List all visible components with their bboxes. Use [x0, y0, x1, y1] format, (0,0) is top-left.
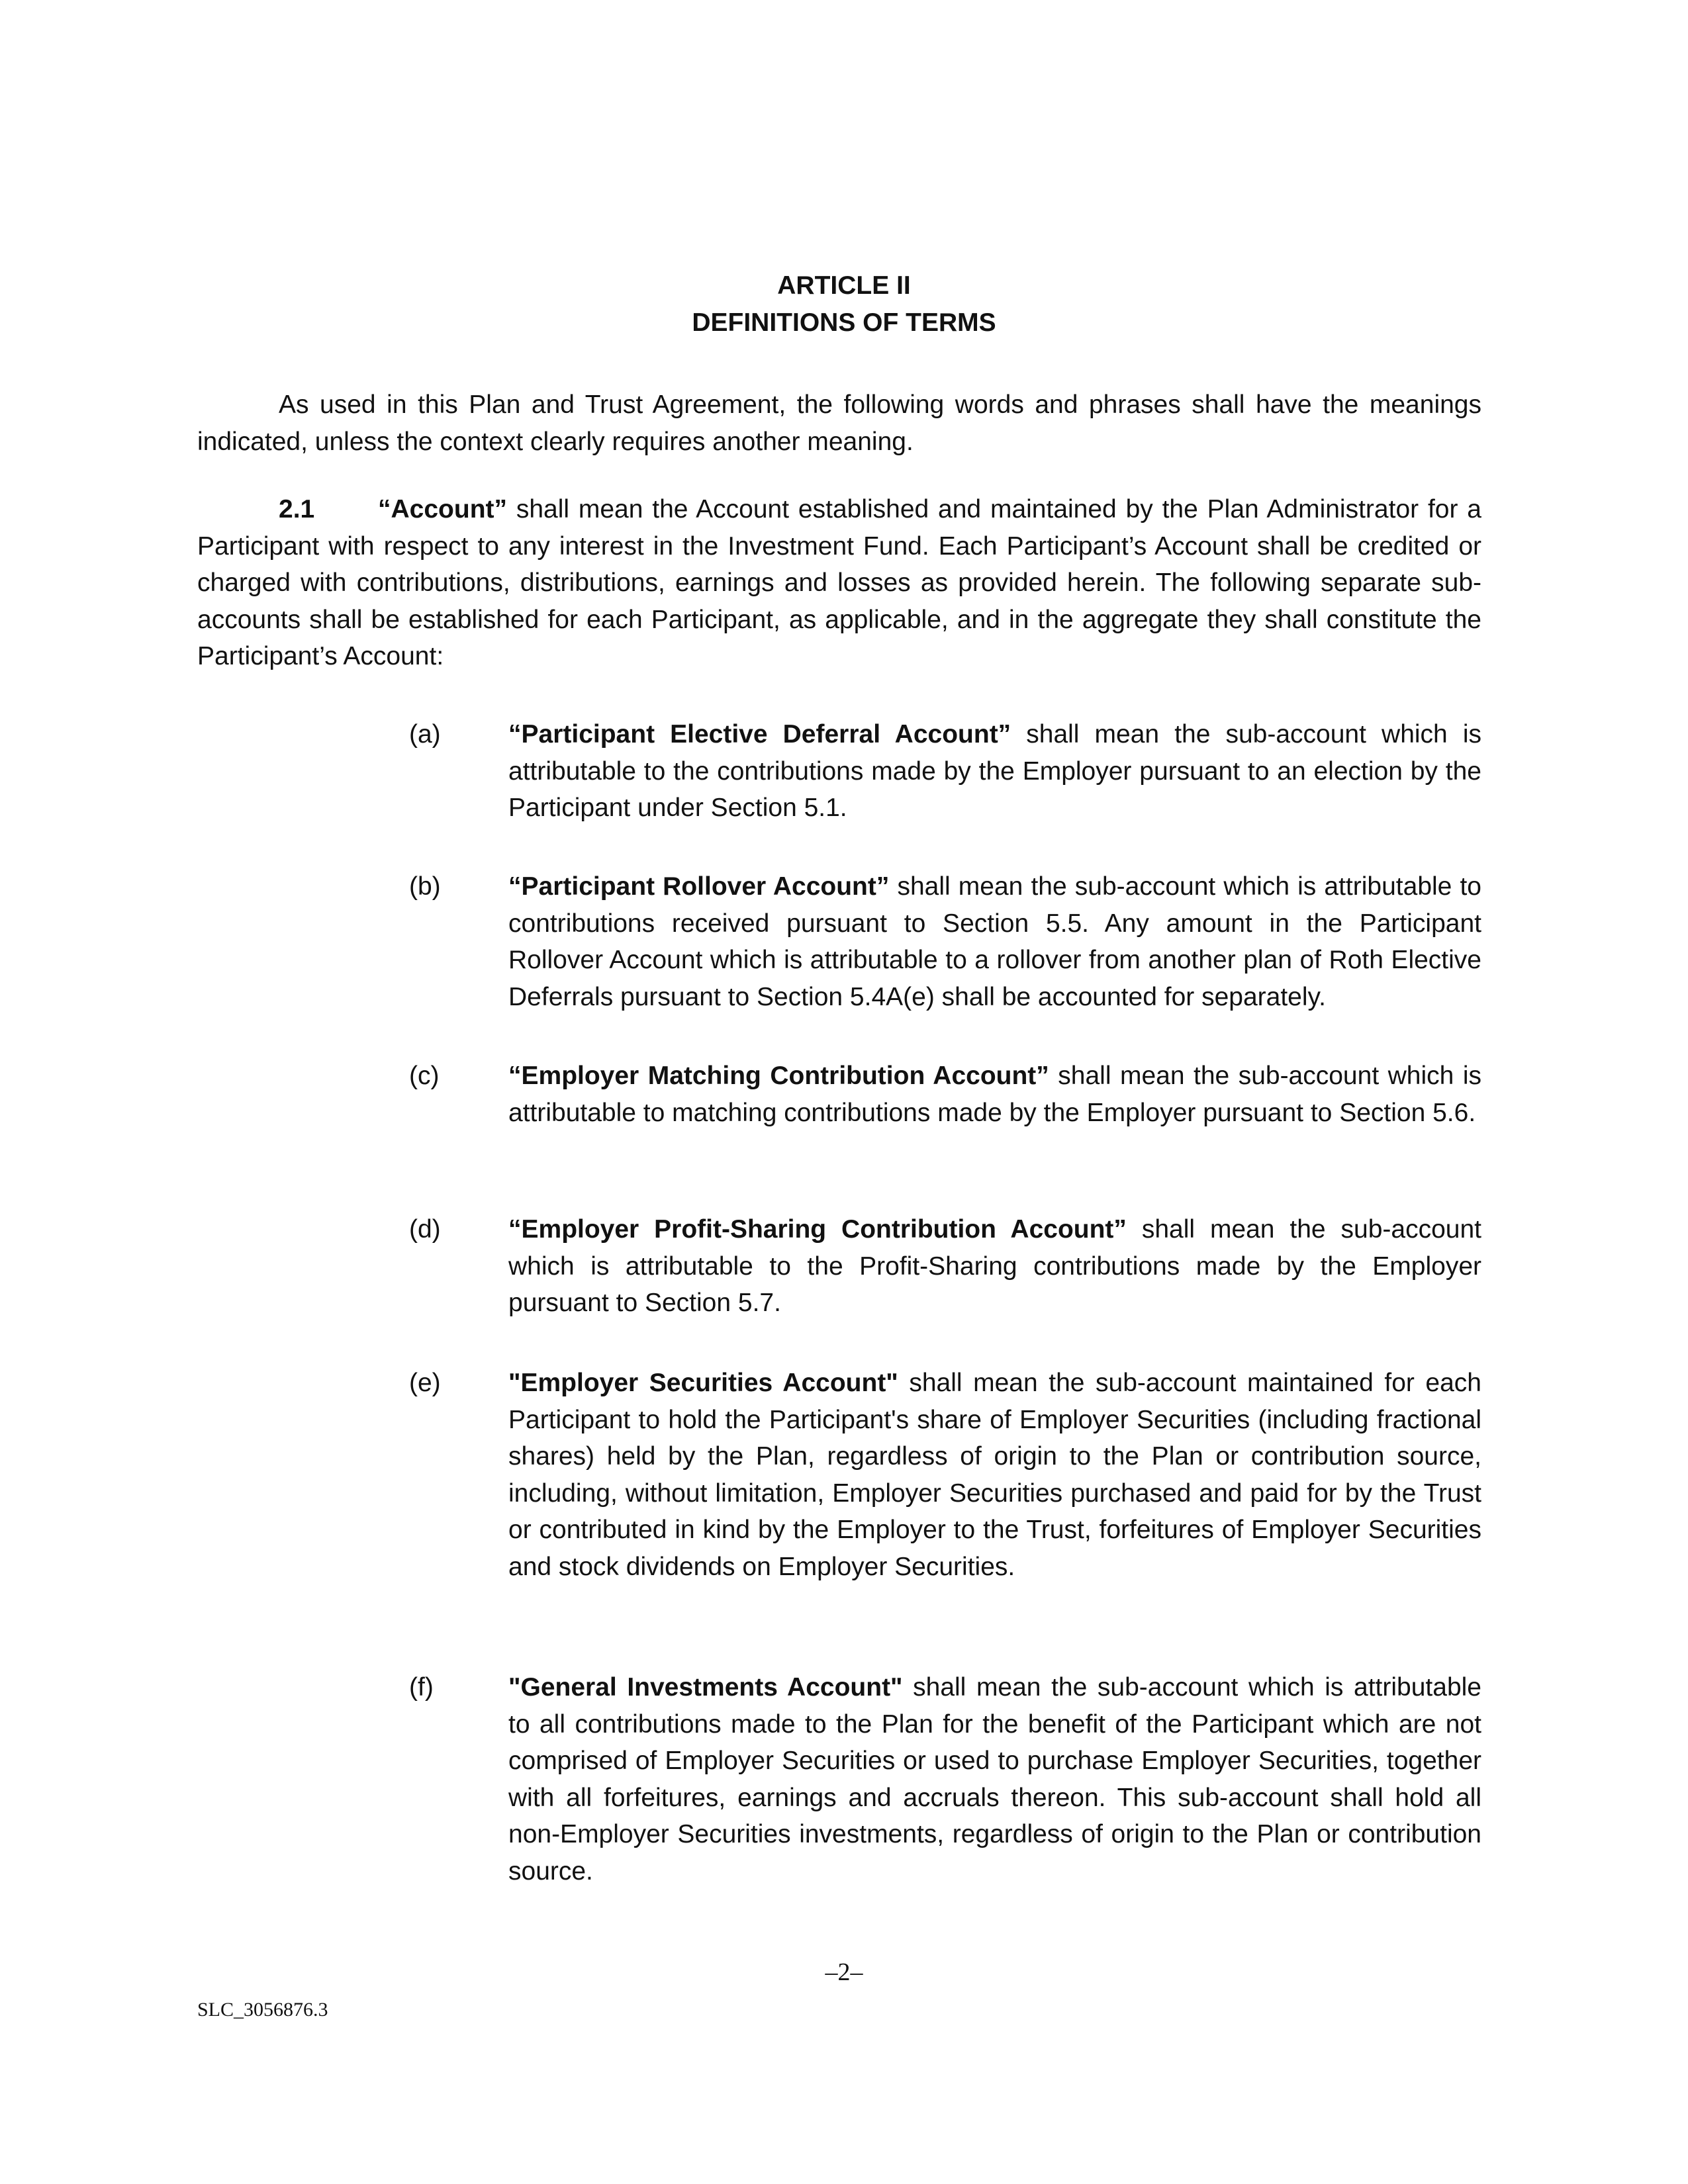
item-text: shall mean the sub-account maintained for each Participant to hold the Participant's share of Employer Securities (including fractional shares) held by the Plan, regardless of origin to the Plan or contribution source, including, without limitation, Employer Securities purchased and paid for by the Trust or contributed in kind by the Employer to the Trust, forfeitures of Employer Securities and stock dividends on Employer Securities. — [508, 1369, 1481, 1581]
item-body — [508, 1058, 1481, 1131]
section-2-1 — [197, 491, 1481, 675]
item-text: shall mean the sub-account which is attributable to contributions received pursuant to Section 5.5. Any amount in the Participant Rollover Account which is attributable to a rollover from another plan of Roth Elective Deferrals pursuant to Section 5.4A(e) shall be accounted for separately. — [508, 872, 1481, 1011]
document-id: SLC_3056876.3 — [197, 1999, 328, 2021]
item-term: "Employer Securities Account" — [508, 1369, 898, 1397]
item-text: shall mean the sub-account which is attributable to all contributions made to the Plan for the benefit of the Participant which are not comprised of Employer Securities or used to purchase Employer Securities, together with all forfeitures, earnings and accruals thereon. This sub-account shall hold all non-Employer Securities investments, regardless of origin to the Plan or contribution source. — [508, 1673, 1481, 1886]
article-number: ARTICLE II — [777, 271, 911, 300]
item-body — [508, 1669, 1481, 1889]
section-text: shall mean the Account established and maintained by the Plan Administrator for a Participant with respect to any interest in the Investment Fund. Each Participant’s Account shall be credited or charged with contributions, distributions, earnings and losses as provided herein. The following separate sub-accounts shall be established for each Participant, as applicable, and in the aggregate they shall constitute the Participant’s Account: — [197, 495, 1481, 670]
item-term: “Participant Rollover Account” — [508, 872, 890, 901]
item-label: (d) — [409, 1215, 441, 1244]
intro-text: As used in this Plan and Trust Agreement, the following words and phrases shall have the meanings indicated, unless the context clearly requires another meaning. — [197, 390, 1481, 456]
item-term: “Participant Elective Deferral Account” — [508, 720, 1011, 749]
item-term: “Employer Profit-Sharing Contribution Account” — [508, 1215, 1127, 1244]
item-term: “Employer Matching Contribution Account” — [508, 1062, 1049, 1090]
item-label: (b) — [409, 872, 441, 901]
item-label: (c) — [409, 1062, 440, 1090]
item-label: (a) — [409, 720, 441, 749]
item-body — [508, 1211, 1481, 1322]
page-number: –2– — [825, 1958, 863, 1986]
section-term: “Account” — [378, 495, 507, 523]
article-title: DEFINITIONS OF TERMS — [692, 308, 996, 337]
item-text: shall mean the sub-account which is attributable to matching contributions made by the Employer pursuant to Section 5.6. — [508, 1062, 1481, 1127]
item-term: "General Investments Account" — [508, 1673, 903, 1702]
item-body — [508, 868, 1481, 1015]
item-text: shall mean the sub-account which is attributable to the Profit-Sharing contributions made by the Employer pursuant to Section 5.7. — [508, 1215, 1481, 1317]
item-body — [508, 716, 1481, 827]
item-body — [508, 1365, 1481, 1585]
item-text: shall mean the sub-account which is attributable to the contributions made by the Employer pursuant to an election by the Participant under Section 5.1. — [508, 720, 1481, 822]
item-label: (f) — [409, 1673, 434, 1702]
intro-paragraph — [197, 387, 1481, 460]
section-number: 2.1 — [279, 495, 315, 523]
item-label: (e) — [409, 1369, 441, 1397]
